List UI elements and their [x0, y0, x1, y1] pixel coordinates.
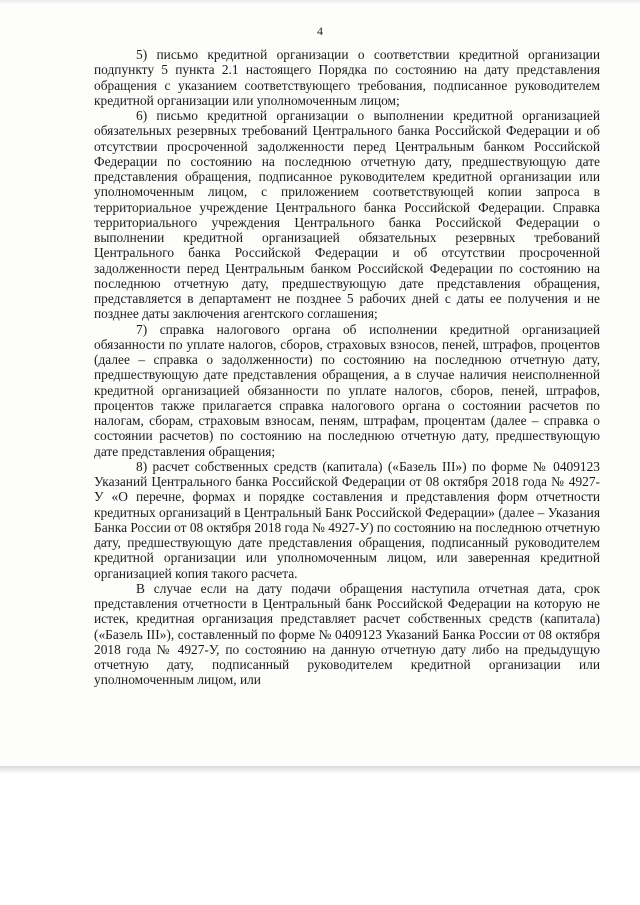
- page-top-edge: [0, 0, 640, 4]
- page-number: 4: [317, 24, 323, 38]
- paragraph-item-8: 8) расчет собственных средств (капитала) («Базель III») по форме № 0409123 Указаний Центрального банка Российской Федерации от 08 октября 2018 года № 4927-У «О перечне, формах и порядке составления и представления форм отчетности кредитных организаций в Центральный Банк Российской Федерации» (далее – Указания Банка России от 08 октября 2018 года № 4927-У) по состоянию на последнюю отчетную дату, предшествующую дате представления обращения, подписанный руководителем кредитной организации или уполномоченным лицом, или заверенная кредитной организацией копия такого расчета.: [94, 458, 601, 581]
- page-bottom-shadow: [0, 766, 640, 774]
- paragraph-item-5: 5) письмо кредитной организации о соответствии кредитной организации подпункту 5 пункта 2.1 настоящего Порядка по состоянию на дату представления обращения с указанием соответствующего требования, подписанное руководителем кредитной организации или уполномоченным лицом;: [94, 47, 600, 108]
- paragraph-item-6: 6) письмо кредитной организации о выполнении кредитной организацией обязательных резервных требований Центрального банка Российской Федерации и об отсутствии просроченной задолженности перед Центральным банком Российской Федерации по состоянию на последнюю отчетную дату, предшествующую дате представления обращения, подписанное руководителем кредитной организации или уполномоченным лицом, с приложением соответствующей копии запроса в территориальное учреждение Центрального банка Российской Федерации. Справка территориального учреждения Центрального банка Российской Федерации о выполнении кредитной организацией обязательных резервных требований Центрального банка Российской Федерации и об отсутствии просроченной задолженности перед Центральным банком Российской Федерации по состоянию на последнюю отчетную дату, предшествующую дате представления обращения, представляется в департамент не позднее 5 рабочих дней с даты ее получения и не позднее даты заключения агентского соглашения;: [94, 108, 600, 322]
- paragraph-item-7: 7) справка налогового органа об исполнении кредитной организацией обязанности по уплате налогов, сборов, страховых взносов, пеней, штрафов, процентов (далее – справка о задолженности) по состоянию на последнюю отчетную дату, предшествующую дате представления обращения, а в случае наличия неисполненной кредитной организацией обязанности по уплате налогов, сборов, пеней, штрафов, процентов также прилагается справка налогового органа о состоянии расчетов по налогам, сборам, страховым взносам, пеням, штрафам, процентам (далее – справка о состоянии расчетов) по состоянию на последнюю отчетную дату, предшествующую дате представления обращения;: [94, 321, 600, 459]
- document-body: [94, 47, 600, 688]
- paragraph-reporting-date: В случае если на дату подачи обращения наступила отчетная дата, срок представления отчетности в Центральный банк Российской Федерации на которую не истек, кредитная организация представляет расчет собственных средств (капитала) («Базель III»), составленный по форме № 0409123 Указаний Банка России от 08 октября 2018 года № 4927-У, по состоянию на данную отчетную дату либо на предыдущую отчетную дату, подписанный руководителем кредитной организации или уполномоченным лицом, или: [94, 580, 600, 688]
